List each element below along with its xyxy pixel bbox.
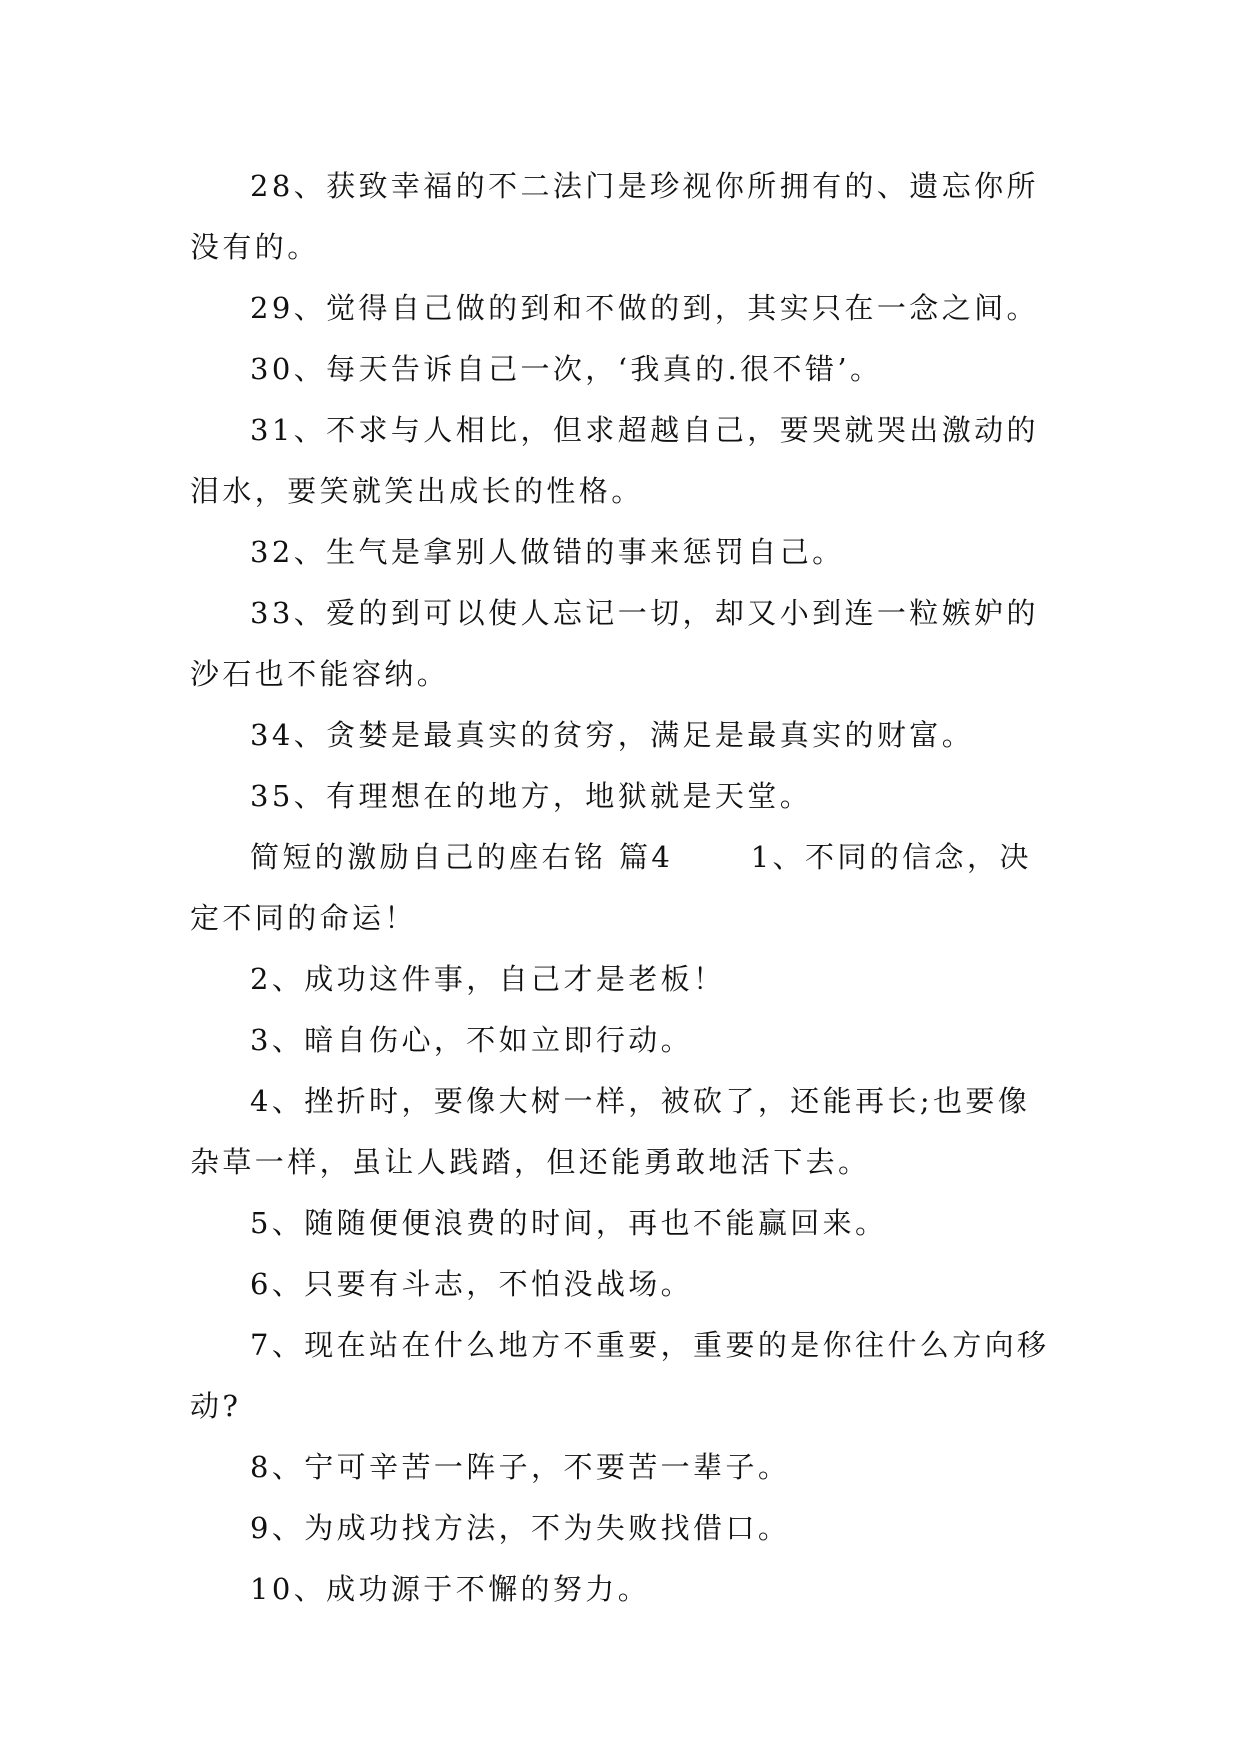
paragraph-7: 7、现在站在什么地方不重要，重要的是你往什么方向移动?	[190, 1328, 1050, 1423]
paragraph-34: 34、贪婪是最真实的贫穷，满足是最真实的财富。	[250, 718, 975, 752]
paragraph-30: 30、每天告诉自己一次，‘我真的.很不错’。	[250, 352, 883, 386]
paragraph-10: 10、成功源于不懈的努力。	[250, 1572, 651, 1606]
paragraph-33: 33、爱的到可以使人忘记一切，却又小到连一粒嫉妒的沙石也不能容纳。	[190, 596, 1039, 691]
paragraph-28: 28、获致幸福的不二法门是珍视你所拥有的、遗忘你所没有的。	[190, 169, 1039, 264]
paragraph-6: 6、只要有斗志，不怕没战场。	[250, 1267, 694, 1301]
paragraph-8: 8、宁可辛苦一阵子，不要苦一辈子。	[250, 1450, 791, 1484]
paragraph-31: 31、不求与人相比，但求超越自己，要哭就哭出激动的泪水，要笑就笑出成长的性格。	[190, 413, 1039, 508]
document-body	[190, 156, 1050, 1620]
paragraph-32: 32、生气是拿别人做错的事来惩罚自己。	[250, 535, 845, 569]
section-heading-paragraph-1: 简短的激励自己的座右铭 篇4 1、不同的信念，决定不同的命运！	[190, 840, 1032, 935]
paragraph-4: 4、挫折时，要像大树一样，被砍了，还能再长;也要像杂草一样，虽让人践踏，但还能勇敢地活下去。	[190, 1084, 1031, 1179]
paragraph-3: 3、暗自伤心，不如立即行动。	[250, 1023, 694, 1057]
paragraph-2: 2、成功这件事，自己才是老板！	[250, 962, 726, 996]
paragraph-35: 35、有理想在的地方，地狱就是天堂。	[250, 779, 813, 813]
paragraph-29: 29、觉得自己做的到和不做的到，其实只在一念之间。	[250, 291, 1039, 325]
paragraph-9: 9、为成功找方法，不为失败找借口。	[250, 1511, 791, 1545]
paragraph-5: 5、随随便便浪费的时间，再也不能赢回来。	[250, 1206, 888, 1240]
